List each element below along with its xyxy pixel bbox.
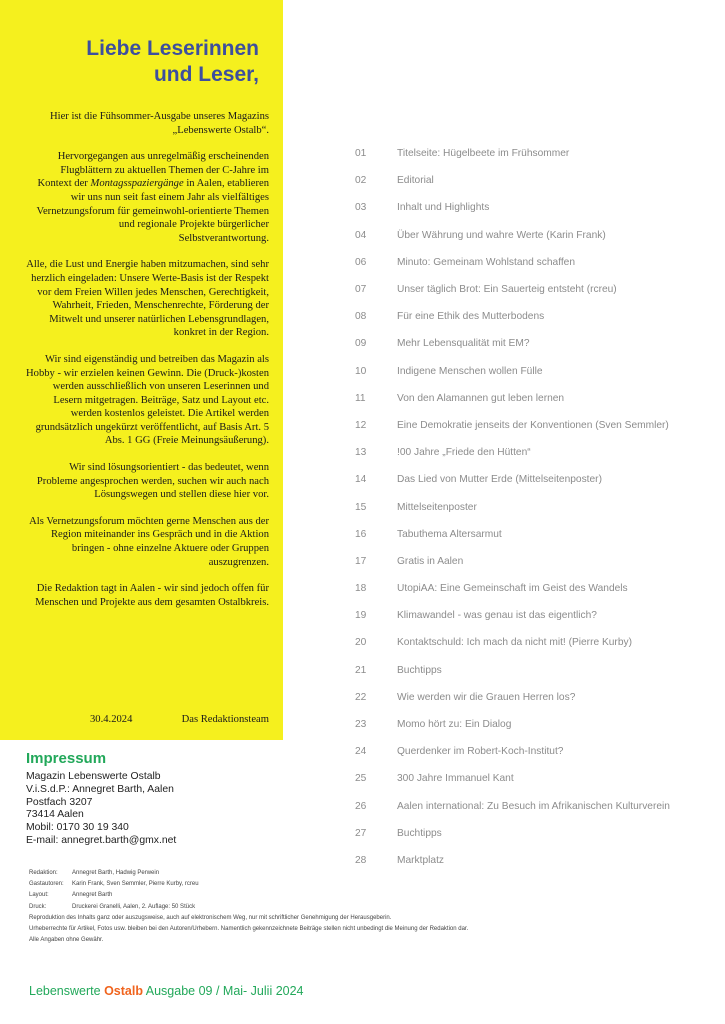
toc-item <box>355 358 715 385</box>
toc-item <box>355 466 715 493</box>
toc-item <box>355 194 715 221</box>
toc-page-number: 28 <box>355 854 367 866</box>
toc-item <box>355 820 715 847</box>
toc-page-number: 06 <box>355 256 367 268</box>
toc-item <box>355 249 715 276</box>
impressum-line: Mobil: 0170 30 19 340 <box>26 822 129 834</box>
toc-page-number: 03 <box>355 202 367 214</box>
toc-page-number: 09 <box>355 338 367 350</box>
credits-row <box>29 879 469 890</box>
greeting-line-2: und Leser, <box>153 63 259 86</box>
toc-page-number: 16 <box>355 528 367 540</box>
toc-item <box>355 738 715 765</box>
toc-title: Wie werden wir die Grauen Herren los? <box>397 691 576 703</box>
editorial-team: Das Redaktionsteam <box>181 714 269 725</box>
footer-issue-text: Ausgabe 09 / Mai- Julii 2024 <box>145 984 304 998</box>
toc-page-number: 23 <box>355 719 367 731</box>
toc-title: Eine Demokratie jenseits der Konventionen (Sven Semmler) <box>397 419 669 431</box>
toc-page-number: 24 <box>355 746 367 758</box>
credits-label: Layout: <box>29 892 49 899</box>
editorial-paragraph-2b: in Aalen, etablieren wir uns nun seit fast einem Jahr als vielfältiges Vernetzungsforum für gemeinwohl-orientierte Themen und regionale Projekte bürgerlicher Selbstverantwortung. <box>36 178 269 244</box>
toc-item <box>355 711 715 738</box>
toc-title: Von den Alamannen gut leben lernen <box>397 392 565 404</box>
toc-title: Indigene Menschen wollen Fülle <box>397 365 543 377</box>
impressum-line: Magazin Lebenswerte Ostalb <box>26 771 161 782</box>
toc-item <box>355 765 715 792</box>
toc-item <box>355 847 715 874</box>
toc-page-number: 26 <box>355 800 367 812</box>
table-of-contents <box>355 140 715 874</box>
credits-value: Annegret Barth, Hadwig Perwein <box>72 870 160 876</box>
toc-title: Gratis in Aalen <box>397 555 464 567</box>
impressum-line: 73414 Aalen <box>26 809 84 821</box>
toc-page-number: 10 <box>355 365 367 377</box>
toc-item <box>355 548 715 575</box>
credits-value: Annegret Barth <box>72 892 113 899</box>
toc-page-number: 27 <box>355 827 367 839</box>
toc-title: Editorial <box>397 175 434 187</box>
editorial-paragraph-5: Wir sind lösungsorientiert - das bedeutet, wenn Probleme angesprochen werden, suchen wir auch nach Lösungswegen und stellen diese hier vor. <box>36 462 269 501</box>
toc-item <box>355 793 715 820</box>
credits-label: Redaktion: <box>29 870 58 876</box>
footer-issue <box>29 984 304 998</box>
toc-page-number: 02 <box>355 175 367 187</box>
toc-page-number: 19 <box>355 610 367 622</box>
toc-title: Titelseite: Hügelbeete im Frühsommer <box>397 148 570 160</box>
toc-title: UtopiAA: Eine Gemeinschaft im Geist des Wandels <box>397 583 628 595</box>
credits-label: Druck: <box>29 903 47 910</box>
toc-title: Das Lied von Mutter Erde (Mittelseitenposter) <box>397 474 602 486</box>
editorial-date: 30.4.2024 <box>90 714 133 725</box>
toc-page-number: 11 <box>355 392 366 404</box>
editorial-panel <box>0 0 283 740</box>
toc-item <box>355 575 715 602</box>
toc-title: !00 Jahre „Friede den Hütten“ <box>397 447 531 459</box>
editorial-paragraph-4: Wir sind eigenständig und betreiben das Magazin als Hobby - wir erzielen keinen Gewinn. Die (Druck-)kosten werden ausschließlich von unseren Leserinnen und Lesern mitgetragen. Beiträge, Satz und Layout etc. werden kostenlos geleistet. Die Artikel werden grundsätzlich ungekürzt veröffentlicht, auf Basis Art. 5 Abs. 1 GG (Freie Meinungsäußerung). <box>26 353 269 447</box>
footer-brand-2: Ostalb <box>104 984 143 998</box>
impressum-line: Postfach 3207 <box>26 796 93 808</box>
toc-page-number: 21 <box>355 664 367 676</box>
toc-title: Aalen international: Zu Besuch im Afrikanischen Kulturverein <box>397 800 670 812</box>
toc-page-number: 04 <box>355 229 367 241</box>
editorial-italic-term: Montagsspaziergänge <box>90 178 184 190</box>
credits-row <box>29 890 469 901</box>
toc-page-number: 14 <box>355 474 367 486</box>
toc-item <box>355 140 715 167</box>
credits-row <box>29 902 469 913</box>
editorial-paragraph-3: Alle, die Lust und Energie haben mitzumachen, sind sehr herzlich eingeladen: Unsere Werte-Basis ist der Respekt vor dem Freien Willen jedes Menschen, Gerechtigkeit, Wahrheit, Frieden, Menschenrechte, Förderung der Mitwelt und unserer natürlichen Lebensgrundlagen, konkret in der Region. <box>26 259 269 339</box>
credits-note: Urheberrechte für Artikel, Fotos usw. bleiben bei den Autoren/Urhebern. Namentlich gekennzeichnete Beiträge stellen nicht unbedingt die Meinung der Redaktion dar. Alle Angaben ohne Gewähr. <box>29 926 469 944</box>
credits-label: Gastautoren: <box>29 881 64 888</box>
greeting-line-1: Liebe Leserinnen <box>86 37 259 60</box>
toc-page-number: 17 <box>355 555 367 567</box>
toc-title: Minuto: Gemeinam Wohlstand schaffen <box>397 256 575 268</box>
toc-item <box>355 439 715 466</box>
toc-page-number: 20 <box>355 637 367 649</box>
toc-item <box>355 493 715 520</box>
toc-item <box>355 167 715 194</box>
editorial-text <box>26 110 269 622</box>
toc-page-number: 07 <box>355 284 367 296</box>
credits-note: Reproduktion des Inhalts ganz oder auszugsweise, auch auf elektronischem Weg, nur mit schriftlicher Genehmigung der Herausgeberin. <box>29 914 392 921</box>
toc-title: Marktplatz <box>397 854 444 866</box>
toc-title: Buchtipps <box>397 827 442 839</box>
toc-item <box>355 330 715 357</box>
toc-item <box>355 521 715 548</box>
toc-title: Kontaktschuld: Ich mach da nicht mit! (Pierre Kurby) <box>397 637 632 649</box>
toc-title: Für eine Ethik des Mutterbodens <box>397 311 545 323</box>
toc-title: 300 Jahre Immanuel Kant <box>397 773 514 785</box>
footer-brand-1: Lebenswerte <box>29 984 101 998</box>
toc-page-number: 13 <box>355 447 367 459</box>
toc-page-number: 12 <box>355 419 367 431</box>
toc-title: Unser täglich Brot: Ein Sauerteig entsteht (rcreu) <box>397 284 617 296</box>
toc-title: Über Währung und wahre Werte (Karin Frank) <box>397 229 606 241</box>
toc-item <box>355 657 715 684</box>
toc-item <box>355 684 715 711</box>
editorial-paragraph-7: Die Redaktion tagt in Aalen - wir sind jedoch offen für Menschen und Projekte aus dem gesamten Ostalbkreis. <box>35 583 269 608</box>
editorial-signoff <box>40 714 269 725</box>
toc-page-number: 08 <box>355 311 367 323</box>
credits-value: Karin Frank, Sven Semmler, Pierre Kurby, rcreu <box>72 881 199 888</box>
toc-item <box>355 303 715 330</box>
toc-title: Klimawandel - was genau ist das eigentlich? <box>397 610 597 622</box>
credits-block <box>29 868 469 946</box>
toc-page-number: 22 <box>355 691 367 703</box>
toc-title: Mehr Lebensqualität mit EM? <box>397 338 530 350</box>
toc-page-number: 18 <box>355 583 367 595</box>
toc-page-number: 15 <box>355 501 367 513</box>
toc-title: Momo hört zu: Ein Dialog <box>397 719 512 731</box>
toc-title: Tabuthema Altersarmut <box>397 528 502 540</box>
impressum-email: E-mail: annegret.barth@gmx.net <box>26 834 177 846</box>
credits-value: Druckerei Granelli, Aalen, 2. Auflage: 50 Stück <box>72 903 196 910</box>
editorial-paragraph-2a: Hervorgegangen aus unregelmäßig erscheinenden Flugblättern zu aktuellen Themen der C-Jahre im Kontext der <box>37 151 269 190</box>
toc-item <box>355 385 715 412</box>
toc-title: Mittelseitenposter <box>397 501 477 513</box>
toc-title: Querdenker im Robert-Koch-Institut? <box>397 746 564 758</box>
impressum-line: V.i.S.d.P.: Annegret Barth, Aalen <box>26 783 174 795</box>
toc-title: Buchtipps <box>397 664 442 676</box>
toc-item <box>355 222 715 249</box>
toc-item <box>355 602 715 629</box>
impressum-title: Impressum <box>26 750 107 767</box>
toc-title: Inhalt und Highlights <box>397 202 490 214</box>
greeting-heading <box>86 36 259 88</box>
toc-item <box>355 412 715 439</box>
impressum <box>26 750 306 848</box>
toc-item <box>355 276 715 303</box>
editorial-paragraph-1: Hier ist die Fühsommer-Ausgabe unseres Magazins „Lebenswerte Ostalb“. <box>50 111 269 136</box>
toc-item <box>355 629 715 656</box>
toc-page-number: 01 <box>355 148 367 160</box>
toc-page-number: 25 <box>355 773 367 785</box>
editorial-paragraph-6: Als Vernetzungsforum möchten gerne Menschen aus der Region miteinander ins Gespräch und in die Aktion bringen - ohne einzelne Aktuere oder Gruppen auszugrenzen. <box>29 515 269 568</box>
editorial-paragraph-2 <box>26 150 269 245</box>
